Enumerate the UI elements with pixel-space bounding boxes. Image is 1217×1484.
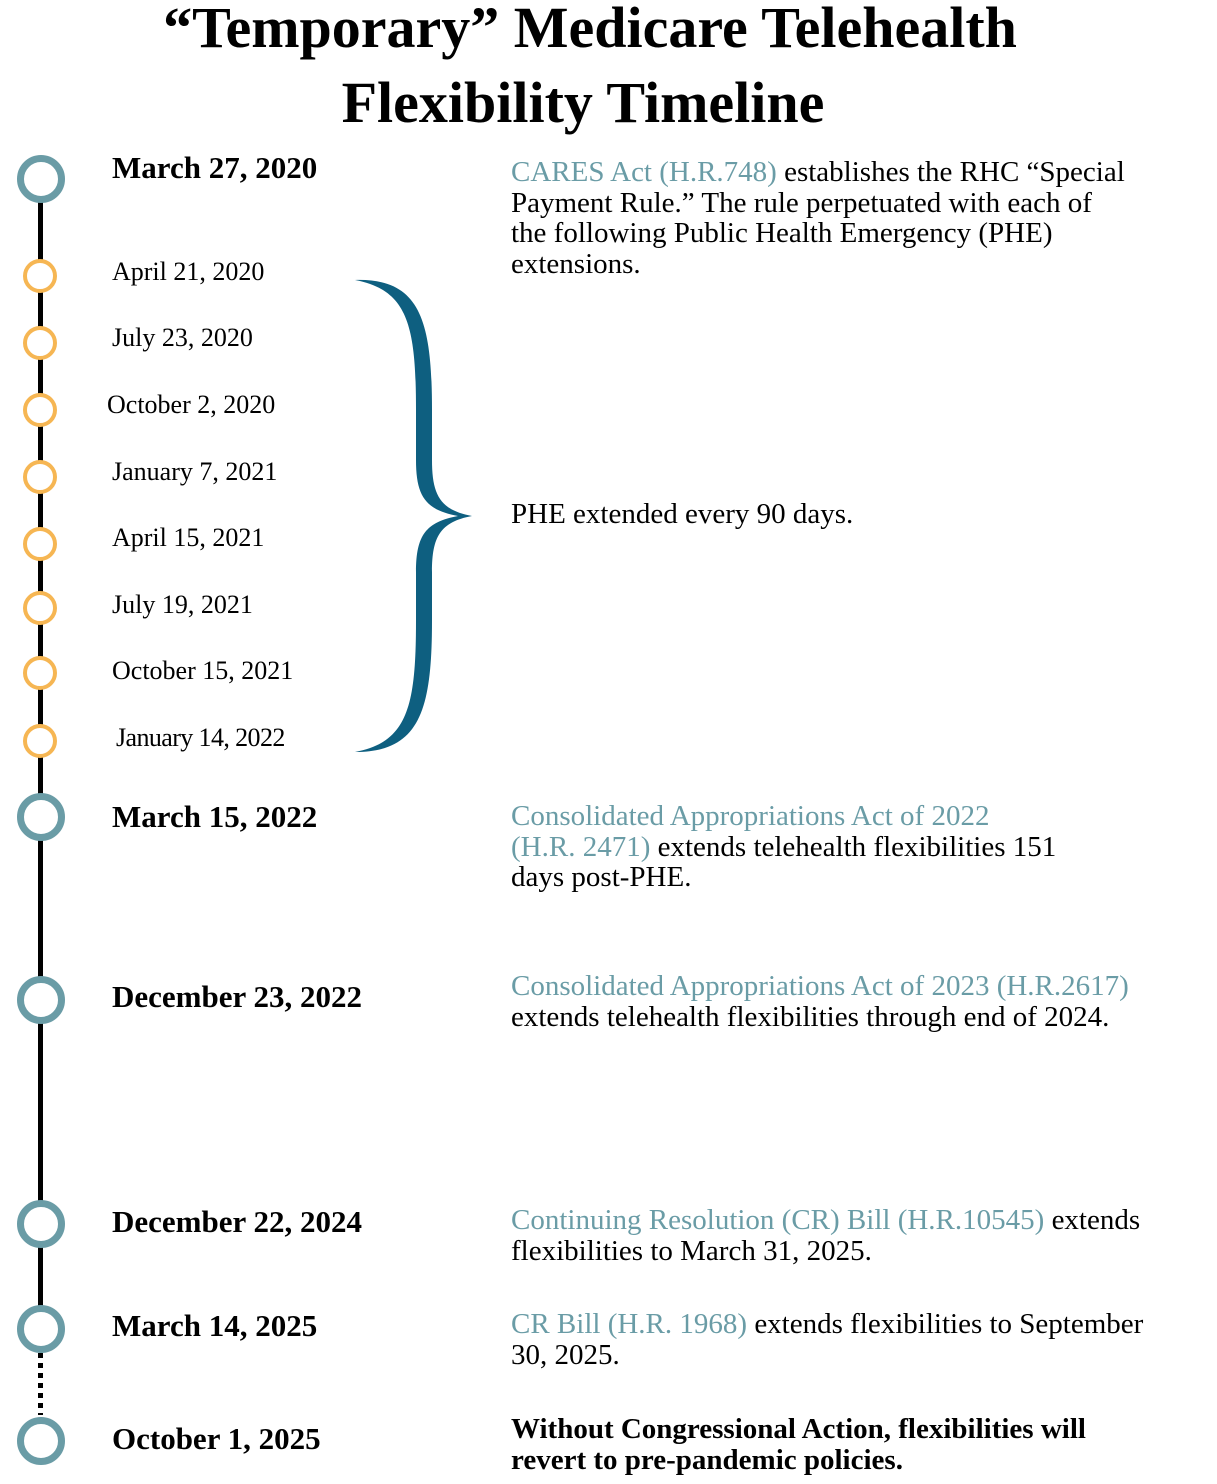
bill-link[interactable]: (H.R. 2471): [511, 830, 651, 863]
description-text: extensions.: [511, 247, 641, 280]
curly-brace-icon: [340, 270, 480, 760]
description-line: [511, 1445, 1086, 1476]
description-text: the following Public Health Emergency (PHE): [511, 217, 1053, 249]
event-date: March 14, 2025: [112, 1308, 318, 1343]
description-line: [511, 801, 1056, 832]
description-text: extends: [1044, 1204, 1141, 1236]
description-line: [511, 1309, 1143, 1340]
description-text: Payment Rule.” The rule perpetuated with each of: [511, 186, 1092, 219]
description-text: extends telehealth flexibilities through end of 2024.: [511, 1000, 1110, 1033]
phe-extension-node: [23, 393, 57, 427]
description-text: extends telehealth flexibilities 151: [650, 830, 1057, 863]
major-event-node: [17, 793, 65, 841]
event-description: [511, 971, 1129, 1032]
description-text: days post-PHE.: [511, 861, 692, 893]
event-description: [511, 801, 1056, 893]
major-event-node: [17, 155, 65, 203]
major-event-node: [17, 1200, 65, 1248]
bill-link[interactable]: Consolidated Appropriations Act of 2023 (H.R.2617): [511, 970, 1129, 1002]
phe-extension-node: [23, 656, 57, 690]
phe-extension-date: October 15, 2021: [112, 656, 294, 685]
description-text: revert to pre-pandemic policies.: [511, 1443, 903, 1476]
description-line: [511, 1205, 1140, 1236]
phe-extension-node: [23, 591, 57, 625]
phe-extension-date: July 19, 2021: [112, 590, 253, 619]
phe-extension-node: [23, 259, 57, 293]
major-event-node: [17, 1417, 65, 1465]
phe-extension-date: January 7, 2021: [112, 457, 278, 486]
bill-link[interactable]: CR Bill (H.R. 1968): [511, 1308, 748, 1340]
description-text: 30, 2025.: [511, 1338, 620, 1371]
event-description: [511, 1414, 1086, 1475]
description-text: establishes the RHC “Special: [776, 156, 1125, 188]
bill-link[interactable]: Continuing Resolution (CR) Bill (H.R.10545): [511, 1204, 1045, 1236]
description-line: [511, 188, 1125, 219]
description-line: [511, 832, 1056, 863]
description-line: [511, 1414, 1086, 1445]
phe-extension-node: [23, 724, 57, 758]
phe-extension-note: PHE extended every 90 days.: [511, 498, 854, 530]
page-title-line-2: Flexibility Timeline: [341, 70, 825, 135]
event-date: October 1, 2025: [112, 1421, 321, 1456]
phe-extension-date: April 21, 2020: [112, 257, 265, 286]
phe-extension-date: January 14, 2022: [116, 723, 285, 752]
description-line: [511, 971, 1129, 1002]
event-description: [511, 1309, 1143, 1370]
description-line: [511, 1236, 1140, 1267]
description-line: [511, 157, 1125, 188]
description-text: flexibilities to March 31, 2025.: [511, 1234, 872, 1267]
description-text: Without Congressional Action, flexibilities will: [511, 1413, 1086, 1445]
bill-link[interactable]: CARES Act (H.R.748): [511, 156, 777, 188]
description-line: [511, 218, 1125, 249]
event-description: [511, 1205, 1140, 1266]
event-date: March 27, 2020: [112, 150, 318, 185]
description-line: [511, 249, 1125, 280]
page-title-line-1: “Temporary” Medicare Telehealth: [163, 0, 1017, 60]
event-date: December 23, 2022: [112, 979, 362, 1014]
major-event-node: [17, 976, 65, 1024]
event-date: December 22, 2024: [112, 1204, 362, 1239]
phe-extension-node: [23, 326, 57, 360]
description-line: [511, 1002, 1129, 1033]
bill-link[interactable]: Consolidated Appropriations Act of 2022: [511, 800, 990, 832]
phe-extension-node: [23, 527, 57, 561]
event-description: [511, 157, 1125, 279]
phe-extension-date: October 2, 2020: [107, 390, 276, 419]
phe-extension-node: [23, 460, 57, 494]
description-line: [511, 862, 1056, 893]
phe-extension-date: July 23, 2020: [112, 323, 253, 352]
description-text: extends flexibilities to September: [747, 1308, 1144, 1340]
phe-extension-date: April 15, 2021: [112, 523, 265, 552]
major-event-node: [17, 1305, 65, 1353]
timeline-axis-dotted: [38, 1353, 43, 1415]
description-line: [511, 1340, 1143, 1371]
event-date: March 15, 2022: [112, 799, 318, 834]
